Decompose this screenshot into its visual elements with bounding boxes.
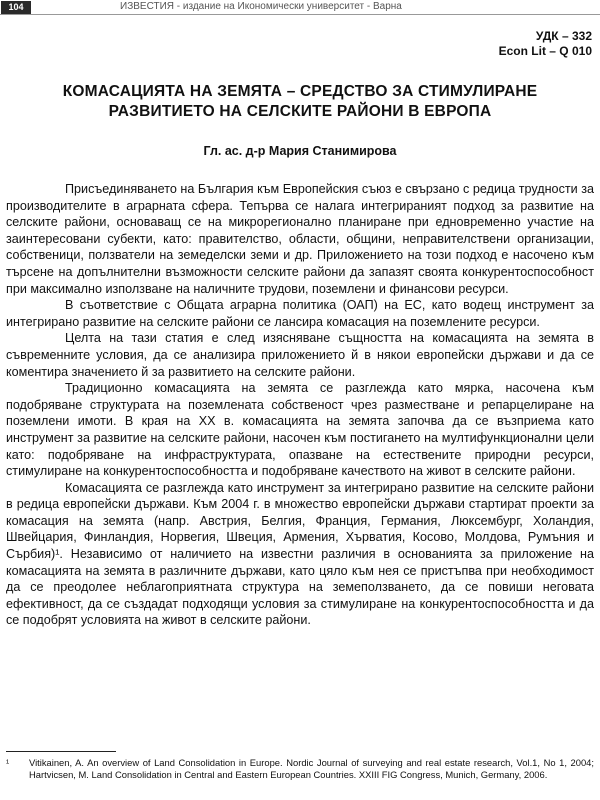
- classification-codes: [499, 29, 592, 59]
- author-name: Гл. ас. д-р Мария Станимирова: [203, 144, 397, 158]
- body-paragraph: Традиционно комасацията на земята се разглежда като мярка, насочена към подобряване структурата на поземлената собственост чрез разместване и репарцелиране на поземлени имоти. В края на XX в. комасацията на земята започва да се възприема като инструмент за развитие на селските райони, насочен към постигането на мултифункционални цели като: подобряване на инфраструктурата, опазване на естествените природни ресурси, стимулиране на конкурентоспособността и подобряване качеството на живот в селските райони.: [6, 381, 594, 479]
- header-divider: [0, 14, 600, 15]
- footnote: [6, 757, 594, 780]
- body-paragraph: Комасацията се разглежда като инструмент за интегрирано развитие на селските райони в редица европейски държави. Към 2004 г. в множество европейски държави стартират проекти за комасация на земята (напр. Австрия, Белгия, Франция, Германия, Люксембург, Холандия, Швейцария, Финландия, Норвегия, Швеция, Армения, Хърватия, Косово, Молдова, Румъния и Сърбия)¹. Независимо от наличието на известни различия в основанията за приложение на комасацията на земята в различните държави, като цяло към нея се пристъпва при необходимост да се преодолее неблагоприятната структура на земеползването, да се повиши неговата ефективност, да се създадат подходящи условия за стимулиране на конкурентоспособността и да се подобрят условията на живот в селските райони.: [6, 480, 594, 628]
- body-paragraph: Присъединяването на България към Европейския съюз е свързано с редица трудности за производителите в аграрната сфера. Тепърва се налага интегрираният подход за развитие на селските райони, основаващ се на микрорегионално планиране при едновременно участие на заинтересовани субекти, като: правителство, области, общини, неправителствени организации, собственици, ползватели на земеделски земи и др. Приложението на този подход е насочено към търсене на допълнителни възможности селските райони да запазят своята конкурентоспособност при максимално използване на наличните трудови, поземлени и финансови ресурси.: [6, 182, 594, 296]
- article-title-line-1: КОМАСАЦИЯТА НА ЗЕМЯТА – СРЕДСТВО ЗА СТИМУЛИРАНЕ: [62, 83, 538, 100]
- article-title: [0, 82, 600, 122]
- udk-code: УДК – 332: [535, 29, 592, 43]
- body-paragraph: Целта на тази статия е след изясняване същността на комасацията на земята в съвременните условия, да се анализира приложението й в някои европейски държави и да се коментира значението й за развитието на селските райони.: [6, 331, 594, 379]
- footnote-text: Vitikainen, A. An overview of Land Consolidation in Europe. Nordic Journal of surveying and real estate research, Vol.1, No 1, 2004; Hartvicsen, M. Land Consolidation in Central and Eastern European Countries. XXIII FIG Congress, Munich, Germany, 2006.: [29, 757, 594, 780]
- article-title-line-2: РАЗВИТИЕТО НА СЕЛСКИТЕ РАЙОНИ В ЕВРОПА: [108, 103, 492, 120]
- footnote-divider: [6, 751, 116, 752]
- footnote-mark: ¹: [6, 757, 10, 768]
- article-body: [6, 181, 594, 629]
- running-header: [0, 0, 600, 14]
- running-title: ИЗВЕСТИЯ - издание на Икономически университет - Варна: [120, 1, 402, 12]
- page-number: 104: [1, 1, 31, 14]
- body-paragraph: В съответствие с Общата аграрна политика (ОАП) на ЕС, като водещ инструмент за интегрирано развитие на селските райони се лансира комасация на поземлените ресурси.: [6, 298, 594, 329]
- econlit-code: Econ Lit – Q 010: [498, 44, 592, 58]
